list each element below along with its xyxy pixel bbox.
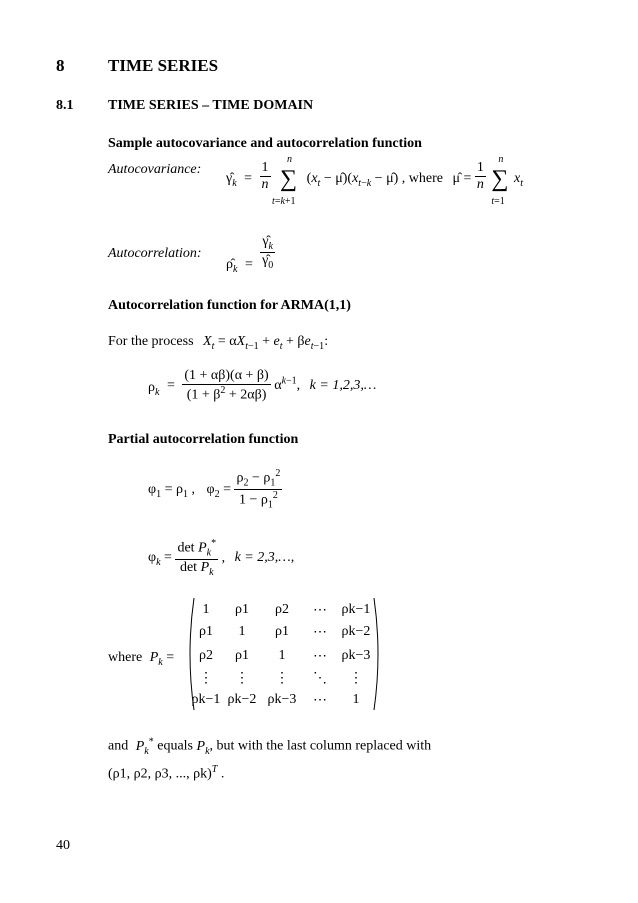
matrix-cell: ρk−1	[191, 692, 221, 707]
matrix-cell: ρ1	[275, 624, 289, 639]
chapter-title: TIME SERIES	[108, 56, 219, 75]
section-title: TIME SERIES – TIME DOMAIN	[108, 98, 314, 113]
where-pk-line: where $P_k$ =	[108, 650, 175, 668]
k-values-2: k = 2,3,…,	[234, 550, 295, 566]
gamma-hat-symbol: γ̂	[226, 171, 233, 187]
matrix-cell: ⋮	[275, 671, 289, 686]
matrix-cell: ρ1	[235, 648, 249, 663]
matrix-cell: ⋯	[313, 693, 327, 708]
matrix-cell: ρ2	[275, 602, 289, 617]
matrix-cell: ρk−3	[267, 692, 297, 707]
matrix-cell: ⋯	[313, 603, 327, 618]
and-line: and $P_k^*$ equals $P_k$, but with the last column replaced with	[108, 736, 432, 757]
equals-text: equals	[157, 738, 193, 754]
and-word: and	[108, 738, 129, 754]
matrix-cell: ρk−3	[341, 648, 371, 663]
last-column-text: , but with the last column replaced with	[209, 738, 432, 754]
matrix-cell: ⋱	[313, 671, 327, 686]
correlation-matrix	[186, 596, 382, 712]
matrix-cell: 1	[238, 624, 246, 639]
matrix-cell: 1	[352, 692, 360, 707]
mu-hat-symbol: μ̂	[335, 171, 343, 187]
matrix-cell: ρk−1	[341, 602, 371, 617]
autocovariance-label: Autocovariance	[108, 162, 197, 177]
det-label-num: det	[177, 540, 195, 556]
section-number: 8.1	[56, 98, 74, 113]
matrix-cell: 1	[202, 602, 210, 617]
rho-vector: (ρ1, ρ2, ρ3, ..., ρk)	[108, 766, 212, 782]
det-label-den: det	[179, 559, 198, 575]
autocorrelation-formula: Autocorrelation:	[108, 246, 202, 261]
arma-numerator: (1 + αβ)(α + β)	[182, 368, 270, 385]
arma-rho-formula: $\rho_k$ = $\frac{(1 + \alpha\beta)(\alpha + \beta)}{(1 + \beta^2 + 2\alpha\beta)}$ $\alpha^{k-1}$, k = 1,2,3,…	[148, 368, 377, 403]
matrix-cell: ρk−2	[341, 624, 371, 639]
subsection-pacf-heading: Partial autocorrelation function	[108, 432, 299, 447]
matrix-cell: ρ1	[199, 624, 213, 639]
matrix-cell: ρ1	[235, 602, 249, 617]
matrix-cell: ⋯	[313, 649, 327, 664]
for-process-text: For the process	[108, 334, 194, 349]
chapter-number: 8	[56, 56, 65, 75]
phi-formula: $\varphi_1 = \rho_1$ , $\varphi_2$ = $\frac{\rho_2 - \rho_1^2}{1 - \rho_1^2}$	[148, 468, 281, 511]
rho-vector-line: (ρ1, ρ2, ρ3, ..., ρk)$^T$ .	[108, 764, 225, 782]
subsection-sample-heading: Sample autocovariance and autocorrelation function	[108, 136, 422, 151]
phi-k-formula: $\varphi_k$ = $\frac{\det P_k^*}{\det P_k}$ , k = 2,3,…,	[148, 538, 295, 578]
autocorrelation-label: Autocorrelation	[108, 246, 197, 261]
autocovariance-equation: $\gammâ_k$ = $\frac{1}{n}$ n ∑ t=k+1 ($x_t$ − $\mû)(x_{t-k}$ − μ̂) , where μ̂ = $\frac{1}{n}$ n ∑ t=1 $x_t$	[226, 154, 523, 208]
autocovariance-formula: Autocovariance:	[108, 162, 202, 177]
page-number: 40	[56, 838, 70, 853]
matrix-cell: ⋮	[199, 671, 213, 686]
matrix-cell: 1	[278, 648, 286, 663]
matrix-cell: ⋮	[349, 671, 363, 686]
autocorrelation-equation: $\rhô_k$ = $\frac{\gammâ_k}{\gammâ_0}$	[226, 234, 274, 275]
rho-hat-symbol: ρ̂	[226, 257, 233, 273]
subsection-arma-heading: Autocorrelation function for ARMA(1,1)	[108, 298, 351, 313]
where-word: where	[408, 171, 443, 187]
matrix-cell: ρk−2	[227, 692, 257, 707]
arma-denominator-start: (1 + β	[186, 387, 221, 403]
process-line: For the process $X_t = \alpha X_{t-1} + e_t + \beta e_{t-1}$:	[108, 334, 329, 352]
where-pk-text: where	[108, 650, 143, 665]
k-values-1: k = 1,2,3,…	[309, 378, 377, 394]
matrix-cell: ⋯	[313, 625, 327, 640]
matrix-cell: ⋮	[235, 671, 249, 686]
matrix-cell: ρ2	[199, 648, 213, 663]
